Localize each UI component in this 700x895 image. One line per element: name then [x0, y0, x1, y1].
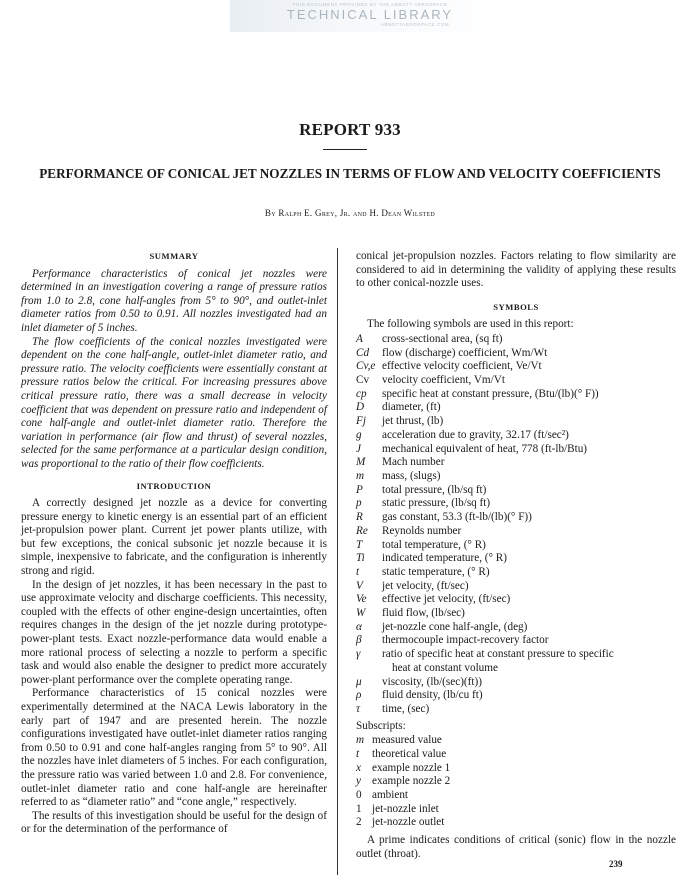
symbol-description: mass, (slugs): [382, 470, 441, 482]
symbol-row: [356, 470, 676, 484]
subscript-row: [356, 762, 676, 776]
symbol-row: [356, 511, 676, 525]
symbol-row: [356, 388, 676, 402]
intro-paragraph: The results of this investigation should be useful for the design of or for the determination of the performance of: [21, 809, 327, 836]
symbol-description: total temperature, (° R): [382, 538, 486, 551]
symbol-row: [356, 566, 676, 580]
symbol-row: [356, 443, 676, 457]
symbol-row: [356, 360, 676, 374]
symbol: ρ: [356, 689, 362, 702]
symbol-row: [356, 607, 676, 621]
symbol: μ: [356, 675, 362, 688]
watermark-banner: [230, 0, 510, 32]
symbol-row: [356, 484, 676, 498]
subscript-symbol: m: [356, 734, 365, 747]
symbol-row: [356, 333, 676, 347]
symbol: cp: [356, 387, 367, 400]
intro-continuation: conical jet-propulsion nozzles. Factors relating to flow similarity are considered to aid in determining the validity of applying these results to other conical-nozzle uses.: [356, 250, 676, 290]
symbol-description: static pressure, (lb/sq ft): [382, 497, 491, 510]
symbol-row: [356, 552, 676, 566]
page-number: 239: [609, 859, 623, 869]
prime-note: A prime indicates conditions of critical (sonic) flow in the nozzle outlet (throat).: [356, 834, 676, 860]
intro-paragraph: Performance characteristics of 15 conical nozzles were experimentally determined at the NACA Lewis laboratory in the early part of 1947 and are presented herein. The nozzle configurations investigated have outlet-inlet diameter ratios ranging from 0.50 to 0.91 and cone half-angles ranging from 5° to 90°. All the nozzles have inlet diameters of 5 inches. For each configuration, the pressure ratio was varied between 1.0 and 2.8. For convenience, outlet-inlet diameter ratio and cone half-angle are hereinafter referred to as “diameter ratio” and “cone angle,” respectively.: [21, 687, 327, 809]
subscript-symbol: 0: [356, 789, 362, 802]
title-rule: [323, 149, 367, 150]
subscript-row: [356, 789, 676, 803]
symbol: R: [356, 511, 363, 524]
subscript-description: example nozzle 2: [372, 775, 451, 788]
symbol-row: [356, 621, 676, 635]
symbol: P: [356, 483, 363, 496]
intro-paragraph: A correctly designed jet nozzle as a device for converting pressure energy to kinetic energy is an essential part of an efficient jet-propulsion power plant. Current jet power plants utilize, with but few exceptions, the conical subsonic jet nozzle because it is simple, inexpensive to fabricate, and the configuration is inherently strong and rigid.: [21, 497, 327, 578]
symbol-description: gas constant, 53.3 (ft-lb/(lb)(° F)): [382, 511, 532, 524]
symbol-description: fluid density, (lb/cu ft): [382, 689, 483, 702]
intro-paragraph: In the design of jet nozzles, it has been necessary in the past to use approximate velocity and discharge coefficients. This necessity, coupled with the effects of other engine-design uncertainties, often requires changes in the design of the jet nozzle during prototype-power-plant tests. Exact nozzle-performance data would enable a more rational process of selecting a nozzle to perform a specific task and would also enable the designer to predict more accurately power-plant performance over the complete operating range.: [21, 578, 327, 686]
subscript-symbol: t: [356, 747, 360, 760]
summary-paragraph: The flow coefficients of the conical nozzles investigated were dependent on the cone half-angle, outlet-inlet diameter ratio, and pressure ratio. The velocity coefficients were essentially constant at pressure ratios below the critical. For increasing pressures above critical pressure ratio, there was a small decrease in velocity coefficient that was dependent on pressure ratio and independent of cone half-angle and outlet-inlet diameter ratio. Therefore the variation in performance (air flow and thrust) of several nozzles, selected for the same performance at a particular design condition, was proportional to the ratio of their flow coefficients.: [21, 335, 327, 470]
symbol: m: [356, 470, 365, 482]
symbol-row: [356, 580, 676, 594]
subscript-description: ambient: [372, 789, 409, 802]
symbol: Cv: [356, 374, 370, 387]
symbol-row: [356, 415, 676, 429]
symbol-row: [356, 539, 676, 553]
symbol-description: acceleration due to gravity, 32.17 (ft/sec²): [382, 428, 569, 441]
subscripts-heading: Subscripts:: [356, 719, 406, 732]
symbol: Re: [356, 524, 368, 537]
symbol-row: [356, 456, 676, 470]
symbol: V: [356, 579, 363, 592]
symbol: Ve: [356, 593, 367, 606]
subscript-row: [356, 748, 676, 762]
symbol-row: [356, 401, 676, 415]
symbols-intro: The following symbols are used in this report:: [367, 318, 574, 331]
symbol-description: diameter, (ft): [382, 401, 441, 414]
symbol-description: effective jet velocity, (ft/sec): [382, 593, 511, 606]
subscripts-list: [356, 734, 676, 830]
column-divider: [337, 248, 338, 875]
symbol-row: [356, 525, 676, 539]
symbol-description: thermocouple impact-recovery factor: [382, 634, 549, 647]
watermark-url: ABBOTTAEROSPACE.COM: [380, 22, 450, 27]
symbol-description: indicated temperature, (° R): [382, 552, 507, 565]
symbol-row: [356, 689, 676, 703]
symbol: p: [356, 497, 362, 510]
paper-title: PERFORMANCE OF CONICAL JET NOZZLES IN TERMS OF FLOW AND VELOCITY COEFFICIENTS: [39, 166, 661, 181]
symbol-row: [356, 648, 676, 675]
symbol-description: fluid flow, (lb/sec): [382, 607, 465, 620]
symbol-row: [356, 703, 676, 717]
subscript-symbol: 1: [356, 802, 362, 815]
symbol-description: Mach number: [382, 456, 445, 469]
symbol: Ti: [356, 552, 365, 565]
symbol-description: velocity coefficient, Vm/Vt: [382, 374, 505, 387]
subscript-row: [356, 734, 676, 748]
subscript-description: measured value: [372, 734, 442, 747]
symbol-description: jet thrust, (lb): [382, 415, 444, 428]
subscript-row: [356, 803, 676, 817]
symbol: Fj: [356, 415, 366, 428]
symbol-description: specific heat at constant pressure, (Btu/(lb)(° F)): [382, 387, 599, 400]
symbol: J: [356, 442, 361, 455]
symbol-description: ratio of specific heat at constant pressure to specific: [382, 648, 614, 661]
subscript-symbol: 2: [356, 816, 362, 829]
symbol-description: cross-sectional area, (sq ft): [382, 332, 503, 345]
symbol: t: [356, 565, 360, 578]
symbol-description: static temperature, (° R): [382, 565, 490, 578]
symbol: M: [356, 456, 366, 469]
symbol-description-continuation: heat at constant volume: [392, 661, 498, 674]
symbol: A: [356, 332, 363, 345]
symbol: Cv,e: [356, 360, 376, 373]
summary-paragraph: Performance characteristics of conical jet nozzles were determined in an investigation covering a range of pressure ratios from 1.0 to 2.8, cone half-angles from 5° to 90°, and outlet-inlet diameter ratios from 0.50 to 0.91. All nozzles investigated had an inlet diameter of 5 inches.: [21, 267, 327, 334]
symbol-row: [356, 347, 676, 361]
introduction-heading: INTRODUCTION: [136, 480, 212, 491]
symbol-description: jet-nozzle cone half-angle, (deg): [382, 620, 528, 633]
symbol-description: jet velocity, (ft/sec): [382, 579, 469, 592]
byline: By Ralph E. Grey, Jr. and H. Dean Wilsted: [264, 208, 436, 218]
symbol-row: [356, 374, 676, 388]
symbol: W: [356, 607, 366, 620]
subscript-description: jet-nozzle inlet: [372, 802, 439, 815]
symbol: D: [356, 401, 365, 414]
watermark-top-line: THIS DOCUMENT PROVIDED BY THE ABBOTT AEROSPACE: [292, 2, 448, 7]
symbol-description: Reynolds number: [382, 524, 462, 537]
summary-heading: SUMMARY: [149, 251, 199, 261]
symbol-description: mechanical equivalent of heat, 778 (ft-lb/Btu): [382, 442, 588, 455]
symbol-row: [356, 676, 676, 690]
symbol-row: [356, 634, 676, 648]
watermark-title: TECHNICAL LIBRARY: [286, 7, 454, 22]
subscript-row: [356, 775, 676, 789]
symbol: α: [356, 620, 362, 633]
subscript-description: theoretical value: [372, 747, 447, 760]
symbols-list: [356, 333, 676, 717]
symbol: Cd: [356, 346, 370, 359]
report-number: REPORT 933: [299, 120, 401, 139]
subscript-symbol: y: [356, 775, 361, 788]
symbols-heading: SYMBOLS: [493, 301, 539, 312]
symbol: β: [356, 634, 362, 647]
symbol: γ: [356, 648, 361, 661]
symbol-description: viscosity, (lb/(sec)(ft)): [382, 675, 482, 688]
symbol: τ: [356, 702, 361, 715]
symbol-description: time, (sec): [382, 702, 430, 715]
symbol: T: [356, 538, 363, 551]
subscript-row: [356, 816, 676, 830]
symbol-row: [356, 497, 676, 511]
symbol-description: flow (discharge) coefficient, Wm/Wt: [382, 346, 548, 359]
left-column: [21, 250, 327, 837]
symbol-description: effective velocity coefficient, Ve/Vt: [382, 360, 542, 373]
subscript-description: jet-nozzle outlet: [372, 816, 445, 829]
right-column: [356, 250, 676, 861]
symbol-row: [356, 429, 676, 443]
symbol: g: [356, 428, 362, 441]
subscript-symbol: x: [356, 761, 361, 774]
subscript-description: example nozzle 1: [372, 761, 451, 774]
symbol-description: total pressure, (lb/sq ft): [382, 483, 487, 496]
symbol-row: [356, 593, 676, 607]
